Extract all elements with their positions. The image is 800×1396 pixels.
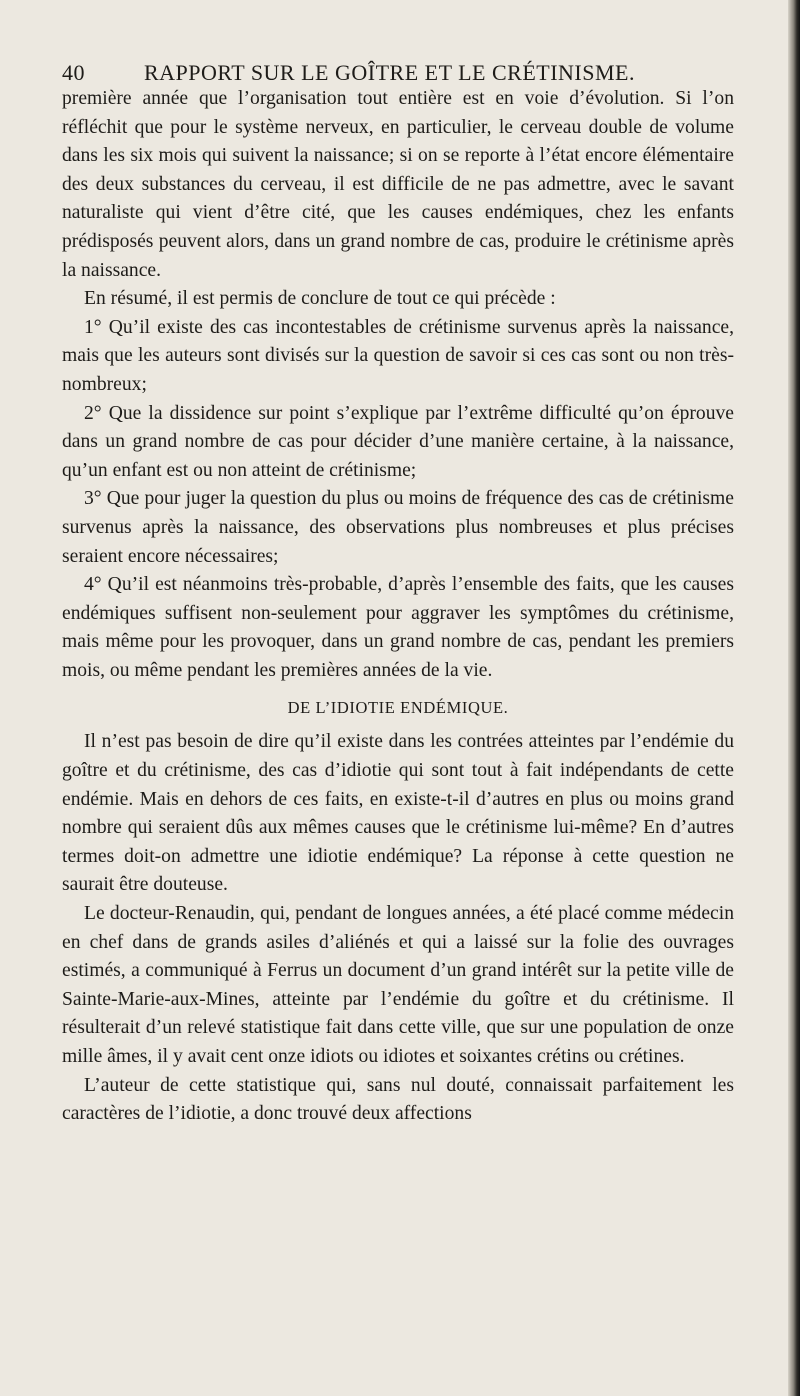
paragraph: première année que l’organisation tout entière est en voie d’évolution. Si l’on réfléchit que pour le système nerveux, en particulier, le cerveau double de volume dans les six mois qui suivent la naissance; si on se reporte à l’état encore élémentaire des deux substances du cerveau, il est difficile de ne pas admettre, avec le savant naturaliste qui vient d’être cité, que les causes endémiques, chez les enfants prédisposés peuvent alors, dans un grand nombre de cas, produire le crétinisme après la naissance. — [62, 88, 734, 281]
page-number: 40 — [62, 60, 85, 85]
paragraph: En résumé, il est permis de conclure de tout ce qui précède : — [84, 288, 556, 310]
section-heading: DE L’IDIOTIE ENDÉMIQUE. — [287, 698, 509, 718]
paragraph: Le docteur-Renaudin, qui, pendant de longues années, a été placé comme médecin en chef dans de grands asiles d’aliénés et qui a laissé sur la folie des ouvrages estimés, a communiqué à Ferrus un document d’un grand intérêt sur la petite ville de Sainte-Marie-aux-Mines, atteinte par l’endémie du goître et du crétinisme. Il résulterait d’un relevé statistique fait dans cette ville, que sur une population de onze mille âmes, il y avait cent onze idiots ou idiotes et soixantes crétins ou crétines. — [62, 903, 734, 1067]
page-edge-shadow — [788, 0, 800, 1396]
paragraph: Il n’est pas besoin de dire qu’il existe dans les contrées atteintes par l’endémie du goître et du crétinisme, des cas d’idiotie qui sont tout à fait indépendants de cette endémie. Mais en dehors de ces faits, en existe-t-il d’autres en plus ou moins grand nombre qui seraient dûs aux mêmes causes que le crétinisme lui-même? En d’autres termes doit-on admettre une idiotie endémique? La réponse à cette question ne saurait être douteuse. — [62, 731, 734, 896]
body-text — [62, 85, 734, 1129]
list-item: 1° Qu’il existe des cas incontestables de crétinisme survenus après la naissance, mais que les auteurs sont divisés sur la question de savoir si ces cas sont ou non très-nombreux; — [62, 316, 734, 395]
list-item: 4° Qu’il est néanmoins très-probable, d’après l’ensemble des faits, que les causes endémiques suffisent non-seulement pour aggraver les symptômes du crétinisme, mais même pour les provoquer, dans un grand nombre de cas, pendant les premiers mois, ou même pendant les premières années de la vie. — [62, 574, 734, 681]
list-item: 2° Que la dissidence sur point s’explique par l’extrême difficulté qu’on éprouve dans un grand nombre de cas pour décider d’une manière certaine, à la naissance, qu’un enfant est ou non atteint de crétinisme; — [62, 402, 734, 481]
running-title: RAPPORT SUR LE GOÎTRE ET LE CRÉTINISME. — [144, 60, 635, 85]
paragraph: L’auteur de cette statistique qui, sans nul douté, connaissait parfaitement les caractères de l’idiotie, a donc trouvé deux affections — [62, 1074, 734, 1125]
list-item: 3° Que pour juger la question du plus ou moins de fréquence des cas de crétinisme survenus après la naissance, des observations plus nombreuses et plus précises seraient encore nécessaires; — [62, 488, 734, 567]
